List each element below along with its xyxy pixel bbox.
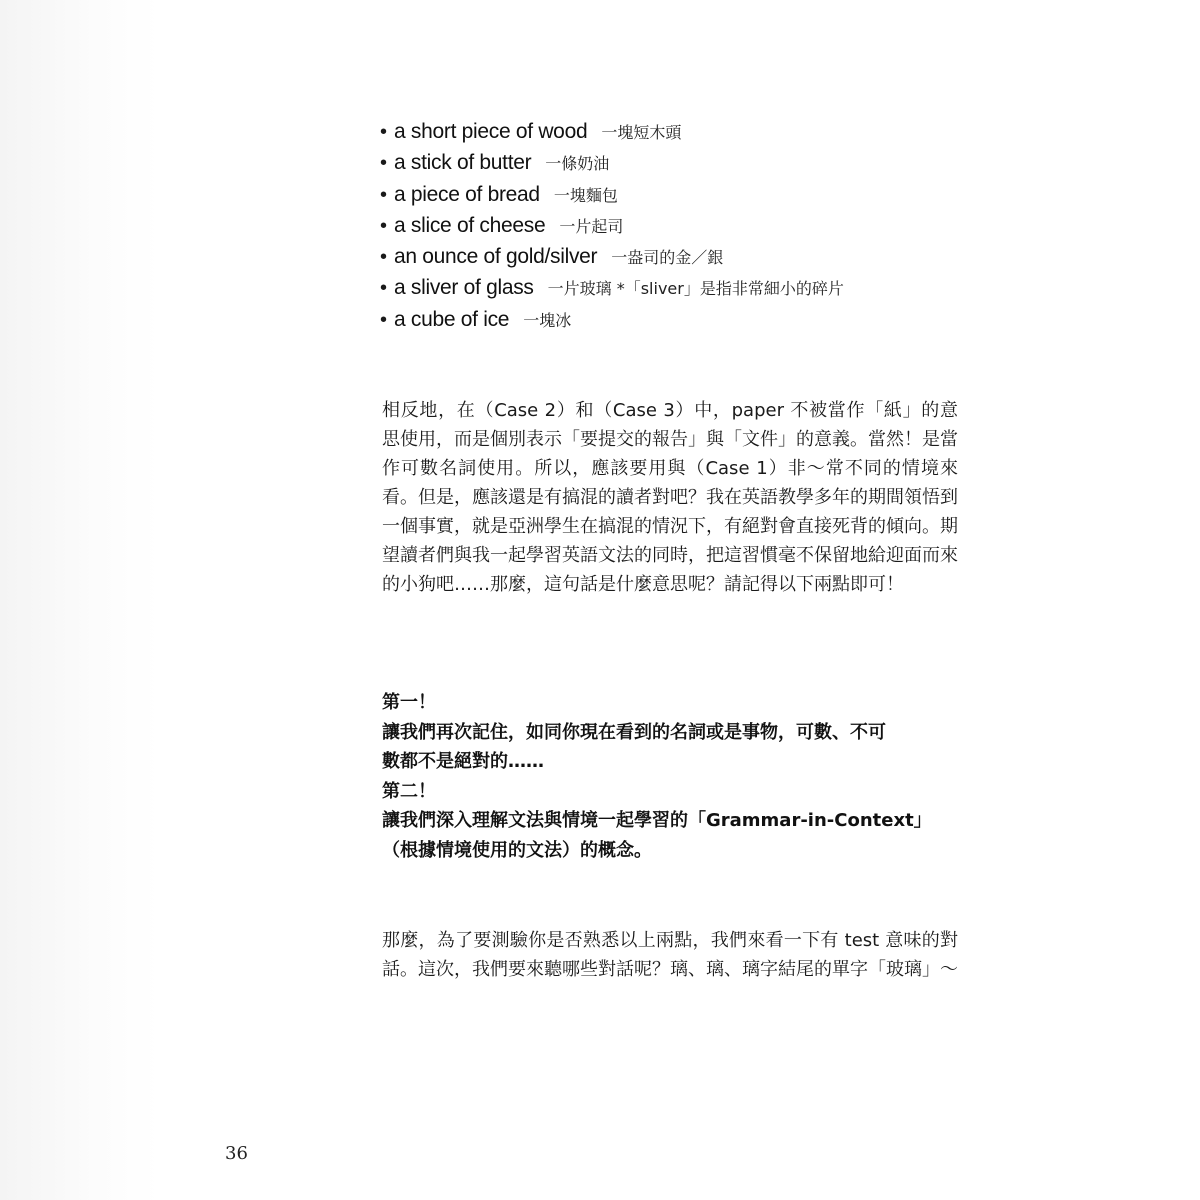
point-text-line: 讓我們深入理解文法與情境一起學習的「Grammar-in-Context」 <box>382 810 932 831</box>
key-points <box>382 688 962 865</box>
page-number: 36 <box>225 1143 248 1164</box>
bullet-icon: • <box>380 183 388 206</box>
list-item <box>380 210 844 241</box>
vocab-chinese: 一條奶油 <box>545 154 610 174</box>
vocab-chinese: 一盎司的金／銀 <box>611 248 724 268</box>
vocab-english: a slice of cheese <box>394 213 546 237</box>
body-paragraph-2: 那麼，為了要測驗你是否熟悉以上兩點，我們來看一下有 test 意味的對話。這次，我們要來聽哪些對話呢？璃、璃、璃字結尾的單字「玻璃」～ <box>382 930 958 980</box>
point-heading-1: 第一！ <box>382 692 436 713</box>
bullet-icon: • <box>380 308 388 331</box>
vocab-english: a sliver of glass <box>394 276 534 300</box>
vocab-english: a stick of butter <box>394 151 532 175</box>
page-gutter-shade <box>0 0 160 1200</box>
vocab-chinese: 一片起司 <box>559 216 624 236</box>
bullet-icon: • <box>380 214 388 237</box>
body-paragraph-1: 相反地，在（Case 2）和（Case 3）中，paper 不被當作「紙」的意思使用，而是個別表示「要提交的報告」與「文件」的意義。當然！是當作可數名詞使用。所以，應該要用與（Case 1）非～常不同的情境來看。但是，應該還是有搞混的讀者對吧？我在英語教學多年的期間領悟到一個事實，就是亞洲學生在搞混的情況下，有絕對會直接死背的傾向。期望讀者們與我一起學習英語文法的同時，把這習慣毫不保留地給迎面而來的小狗吧……那麼，這句話是什麼意思呢？請記得以下兩點即可！ <box>382 400 958 595</box>
point-heading-2: 第二！ <box>382 780 436 802</box>
list-item <box>380 304 844 335</box>
point-text-line: 數都不是絕對的…… <box>382 751 544 772</box>
bullet-icon: • <box>380 152 388 175</box>
vocab-chinese: 一塊短木頭 <box>601 123 682 142</box>
bullet-icon: • <box>380 121 388 143</box>
vocab-chinese: 一塊冰 <box>523 310 572 330</box>
vocab-english: a piece of bread <box>394 182 540 206</box>
vocab-chinese: 一片玻璃 *「sliver」是指非常細小的碎片 <box>547 279 844 299</box>
bullet-icon: • <box>380 246 388 269</box>
vocab-english: an ounce of gold/silver <box>394 245 598 269</box>
list-item <box>380 116 844 147</box>
vocab-chinese: 一塊麵包 <box>553 185 618 205</box>
vocab-list <box>380 116 844 335</box>
list-item <box>380 241 844 272</box>
list-item <box>380 272 844 303</box>
bullet-icon: • <box>380 277 388 300</box>
vocab-english: a cube of ice <box>394 307 510 331</box>
point-text-line: （根據情境使用的文法）的概念。 <box>382 839 652 861</box>
vocab-english: a short piece of wood <box>394 120 588 143</box>
list-item <box>380 179 844 210</box>
point-text-line: 讓我們再次記住，如同你現在看到的名詞或是事物，可數、不可 <box>382 721 886 743</box>
list-item <box>380 147 844 178</box>
